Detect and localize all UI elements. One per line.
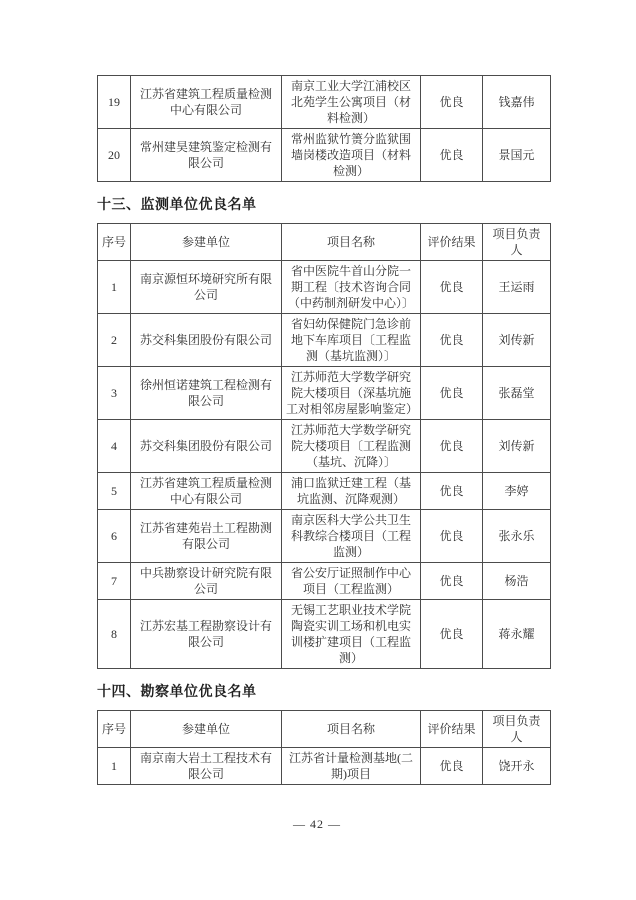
survey-units-table-body	[98, 748, 551, 785]
cell-project-leader: 钱嘉伟	[483, 76, 551, 129]
testing-units-table-body	[98, 76, 551, 182]
table-row	[98, 563, 551, 600]
cell-serial-number: 1	[98, 261, 131, 314]
cell-project-name: 江苏省计量检测基地(二期)项目	[282, 748, 421, 785]
table-row	[98, 473, 551, 510]
cell-project-name: 南京工业大学江浦校区北苑学生公寓项目（材料检测）	[282, 76, 421, 129]
cell-evaluation-result: 优良	[421, 76, 483, 129]
cell-evaluation-result: 优良	[421, 420, 483, 473]
cell-serial-number: 8	[98, 600, 131, 669]
cell-participating-unit: 中兵勘察设计研究院有限公司	[131, 563, 282, 600]
header-participating-unit: 参建单位	[131, 711, 282, 748]
cell-project-name: 江苏师范大学数学研究院大楼项目（深基坑施工对相邻房屋影响鉴定）	[282, 367, 421, 420]
cell-serial-number: 3	[98, 367, 131, 420]
cell-evaluation-result: 优良	[421, 563, 483, 600]
cell-serial-number: 5	[98, 473, 131, 510]
cell-participating-unit: 常州建昊建筑鉴定检测有限公司	[131, 129, 282, 182]
cell-evaluation-result: 优良	[421, 367, 483, 420]
header-serial-number: 序号	[98, 711, 131, 748]
section-13-heading: 十三、监测单位优良名单	[97, 196, 257, 212]
cell-project-leader: 刘传新	[483, 314, 551, 367]
section-14-heading: 十四、勘察单位优良名单	[97, 683, 257, 699]
cell-serial-number: 19	[98, 76, 131, 129]
header-evaluation-result: 评价结果	[421, 224, 483, 261]
cell-project-name: 省公安厅证照制作中心项目（工程监测）	[282, 563, 421, 600]
cell-evaluation-result: 优良	[421, 600, 483, 669]
table-row	[98, 600, 551, 669]
cell-serial-number: 6	[98, 510, 131, 563]
header-project-name: 项目名称	[282, 711, 421, 748]
cell-serial-number: 4	[98, 420, 131, 473]
cell-participating-unit: 江苏省建筑工程质量检测中心有限公司	[131, 76, 282, 129]
page-number: — 42 —	[293, 817, 341, 831]
cell-project-leader: 杨浩	[483, 563, 551, 600]
cell-participating-unit: 苏交科集团股份有限公司	[131, 420, 282, 473]
cell-participating-unit: 江苏宏基工程勘察设计有限公司	[131, 600, 282, 669]
survey-units-table	[97, 710, 551, 785]
header-project-leader: 项目负责人	[483, 224, 551, 261]
cell-project-leader: 景国元	[483, 129, 551, 182]
table-row	[98, 420, 551, 473]
table-row	[98, 129, 551, 182]
table-header-row	[98, 224, 551, 261]
table-row	[98, 76, 551, 129]
cell-evaluation-result: 优良	[421, 314, 483, 367]
cell-evaluation-result: 优良	[421, 748, 483, 785]
table-row	[98, 367, 551, 420]
cell-evaluation-result: 优良	[421, 129, 483, 182]
cell-evaluation-result: 优良	[421, 261, 483, 314]
cell-participating-unit: 南京南大岩土工程技术有限公司	[131, 748, 282, 785]
cell-serial-number: 1	[98, 748, 131, 785]
cell-project-leader: 张磊堂	[483, 367, 551, 420]
cell-serial-number: 20	[98, 129, 131, 182]
cell-participating-unit: 江苏省建苑岩土工程勘测有限公司	[131, 510, 282, 563]
header-evaluation-result: 评价结果	[421, 711, 483, 748]
monitoring-units-table	[97, 223, 551, 669]
cell-project-leader: 张永乐	[483, 510, 551, 563]
cell-project-name: 浦口监狱迁建工程（基坑监测、沉降观测）	[282, 473, 421, 510]
cell-project-name: 南京医科大学公共卫生科教综合楼项目（工程监测）	[282, 510, 421, 563]
header-project-name: 项目名称	[282, 224, 421, 261]
cell-serial-number: 7	[98, 563, 131, 600]
table-header-row	[98, 711, 551, 748]
cell-project-leader: 李婷	[483, 473, 551, 510]
table-row	[98, 748, 551, 785]
testing-units-table-continued	[97, 75, 551, 182]
header-participating-unit: 参建单位	[131, 224, 282, 261]
cell-participating-unit: 南京源恒环境研究所有限公司	[131, 261, 282, 314]
cell-participating-unit: 徐州恒诺建筑工程检测有限公司	[131, 367, 282, 420]
cell-participating-unit: 苏交科集团股份有限公司	[131, 314, 282, 367]
header-project-leader: 项目负责人	[483, 711, 551, 748]
cell-project-name: 省中医院牛首山分院一期工程〔技术咨询合同（中药制剂研发中心）〕	[282, 261, 421, 314]
header-serial-number: 序号	[98, 224, 131, 261]
cell-project-leader: 刘传新	[483, 420, 551, 473]
cell-project-name: 江苏师范大学数学研究院大楼项目〔工程监测（基坑、沉降）〕	[282, 420, 421, 473]
cell-project-leader: 饶开永	[483, 748, 551, 785]
cell-project-leader: 王运雨	[483, 261, 551, 314]
table-row	[98, 314, 551, 367]
cell-evaluation-result: 优良	[421, 510, 483, 563]
cell-project-name: 常州监狱竹箦分监狱围墙岗楼改造项目（材料检测）	[282, 129, 421, 182]
cell-project-name: 无锡工艺职业技术学院陶瓷实训工场和机电实训楼扩建项目（工程监测）	[282, 600, 421, 669]
table-row	[98, 261, 551, 314]
table-row	[98, 510, 551, 563]
cell-serial-number: 2	[98, 314, 131, 367]
cell-project-leader: 蒋永耀	[483, 600, 551, 669]
cell-participating-unit: 江苏省建筑工程质量检测中心有限公司	[131, 473, 282, 510]
monitoring-units-table-body	[98, 261, 551, 669]
cell-evaluation-result: 优良	[421, 473, 483, 510]
cell-project-name: 省妇幼保健院门急诊前地下车库项目〔工程监测（基坑监测）〕	[282, 314, 421, 367]
